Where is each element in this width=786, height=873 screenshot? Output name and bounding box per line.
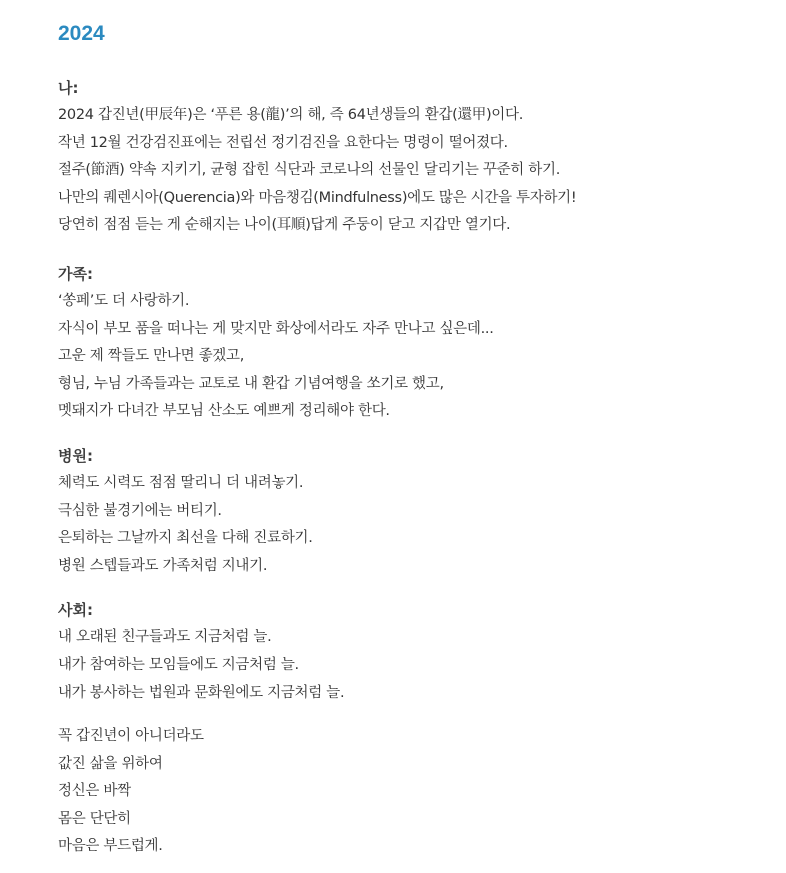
section-heading: 가족: [58, 264, 93, 283]
section-heading: 나: [58, 79, 79, 97]
closing-line: 값진 삶을 위하여 [58, 755, 163, 772]
closing-line: 정신은 바짝 [58, 783, 131, 800]
paragraph-line: 멧돼지가 다녀간 부모님 산소도 예쁘게 정리해야 한다. [58, 403, 390, 420]
closing-line: 몸은 단단히 [58, 810, 131, 827]
spacer [58, 707, 778, 723]
section-society [58, 596, 778, 707]
post-content [58, 18, 778, 861]
paragraph-line: 은퇴하는 그날까지 최선을 다해 진료하기. [58, 530, 313, 547]
paragraph-line: 체력도 시력도 점점 딸리니 더 내려놓기. [58, 474, 304, 491]
paragraph-line: 극심한 불경기에는 버티기. [58, 502, 222, 519]
paragraph-line: 내가 봉사하는 법원과 문화원에도 지금처럼 늘. [58, 684, 345, 701]
spacer [58, 580, 778, 596]
section-self [58, 74, 778, 240]
section-closing [58, 723, 778, 861]
paragraph-line: ‘쏭페’도 더 사랑하기. [58, 292, 190, 309]
paragraph-line: 고운 제 짝들도 만나면 좋겠고, [58, 348, 245, 365]
spacer [58, 426, 778, 442]
section-hospital [58, 442, 778, 580]
section-family [58, 260, 778, 426]
closing-line: 꼭 갑진년이 아니더라도 [58, 728, 204, 745]
section-heading: 사회: [58, 601, 93, 620]
paragraph-line: 2024 갑진년(甲辰年)은 ‘푸른 용(龍)’의 해, 즉 64년생들의 환갑(還甲)이다. [58, 107, 524, 123]
paragraph-line: 작년 12월 건강검진표에는 전립선 정기검진을 요한다는 명령이 떨어졌다. [58, 134, 508, 151]
closing-line: 마음은 부드럽게. [58, 838, 163, 855]
paragraph-line: 내 오래된 친구들과도 지금처럼 늘. [58, 629, 272, 646]
spacer [58, 240, 778, 260]
paragraph-line: 나만의 퀘렌시아(Querencia)와 마음챙김(Mindfulness)에도 많은 시간을 투자하기! [58, 189, 577, 206]
paragraph-line: 절주(節酒) 약속 지키기, 균형 잡힌 식단과 코로나의 선물인 달리기는 꾸준히 하기. [58, 162, 561, 179]
section-heading: 병원: [58, 446, 93, 465]
paragraph-line: 내가 참여하는 모임들에도 지금처럼 늘. [58, 656, 299, 673]
paragraph-line: 형님, 누님 가족들과는 교토로 내 환갑 기념여행을 쏘기로 했고, [58, 375, 444, 392]
paragraph-line: 당연히 점점 듣는 게 순해지는 나이(耳順)답게 주둥이 닫고 지갑만 열기다. [58, 217, 511, 234]
post-title: 2024 [58, 22, 105, 45]
paragraph-line: 병원 스텝들과도 가족처럼 지내기. [58, 557, 268, 574]
paragraph-line: 자식이 부모 품을 떠나는 게 맞지만 화상에서라도 자주 만나고 싶은데... [58, 320, 494, 337]
